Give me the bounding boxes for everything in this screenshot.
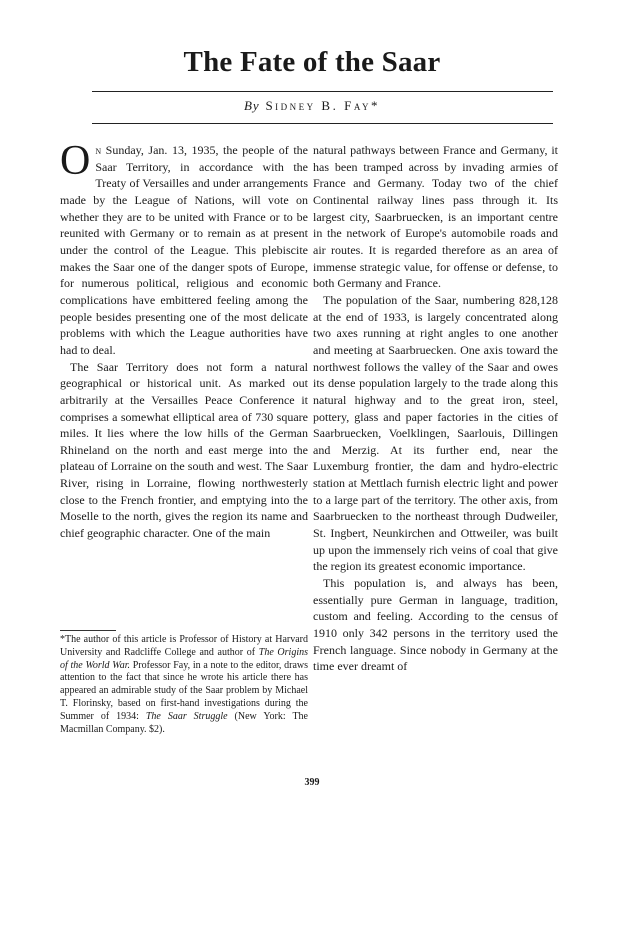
paragraph: natural pathways between France and Germany, it has been tramped across by invading armies of France and Germany. Today two of the chief Continental railway lines pass through it. Its largest city, Saarbruecken, is an important centre in the network of Europe's automobile roads and air routes. It is regarded therefore as an area of immense strategic value, for offense or defense, to both Germany and France. (313, 143, 558, 291)
right-column (313, 142, 558, 675)
footnote-text: Professor Fay, in a note to the editor, draws attention to the fact that since he wrote his article there has appeared an admirable study of the Saar problem by Michael T. Florinsky, based on first-hand investigations during the Summer of 1934: (60, 659, 309, 722)
paragraph: This population is, and always has been, essentially pure German in language, tradition, custom and feeling. According to the census of 1910 only 342 persons in the territory used the French language. Since nobody in Germany at the time ever dreamt of (313, 576, 558, 674)
byline-rule (92, 123, 553, 124)
footnote-divider (60, 630, 116, 631)
paragraph (60, 138, 308, 359)
paragraph: The population of the Saar, numbering 828,128 at the end of 1933, is largely concentrated along two axes running at right angles to one another and meeting at Saarbruecken. One axis toward the northwest follows the valley of the Saar and owes its dense population largely to the trade along this natural highway and to the great iron, steel, pottery, glass and paper factories in the cities of Saarbruecken, Voelklingen, Saarlouis, Dillingen and Merzig. At its further end, near the Luxemburg frontier, the dam and hydro-electric station at Mettlach furnish electric light and power to a large part of the territory. The other axis, from Saarbruecken to the northeast through Dudweiler, St. Ingbert, Neunkirchen and Ottweiler, was built up upon the immensely rich veins of coal that give the region its greatest economic importance. (313, 292, 558, 574)
opening-word: n (95, 143, 102, 157)
title-rule (92, 91, 553, 92)
byline (0, 98, 624, 114)
author-name: Sidney B. Fay (265, 98, 371, 113)
footnote-text: (New York: The Macmillan Company. $2). (60, 710, 308, 735)
author-footnote-mark: * (371, 98, 380, 113)
drop-cap: O (60, 138, 91, 184)
book-title: The Origins of the World War. (60, 646, 308, 671)
footnote (60, 634, 308, 736)
paragraph: The Saar Territory does not form a natural geographical or historical unit. As marked out arbitrarily at the Versailles Peace Conference it comprises a somewhat elliptical area of 730 square miles. It lies where the low hills of the German Rhineland on the north and east merge into the plateau of Lorraine on the south and west. The Saar River, rising in Lorraine, flowing northwesterly close to the French frontier, and emptying into the Moselle to the north, gives the region its name and chief geographic character. One of the main (60, 359, 308, 541)
left-column (60, 138, 308, 542)
book-title: The Saar Struggle (145, 710, 228, 722)
paragraph-text: Sunday, Jan. 13, 1935, the people of the Saar Territory, in accordance with the Treaty of Versailles and under arrangements made by the League of Nations, will vote on whether they are to be united with France or to be reunited with Germany or to remain as at present under the control of the League. This plebiscite makes the Saar one of the danger spots of Europe, for numerous political, religious and economic complications have embittered feeling among the people besides presenting one of the most delicate problems with which the League authorities have had to deal. (60, 143, 308, 357)
byline-prefix: By (243, 98, 260, 113)
page-number: 399 (304, 777, 320, 788)
footnote-text: *The author of this article is Professor of History at Harvard University and Radcliffe College and author of (60, 634, 308, 658)
article-title: The Fate of the Saar (183, 46, 441, 78)
